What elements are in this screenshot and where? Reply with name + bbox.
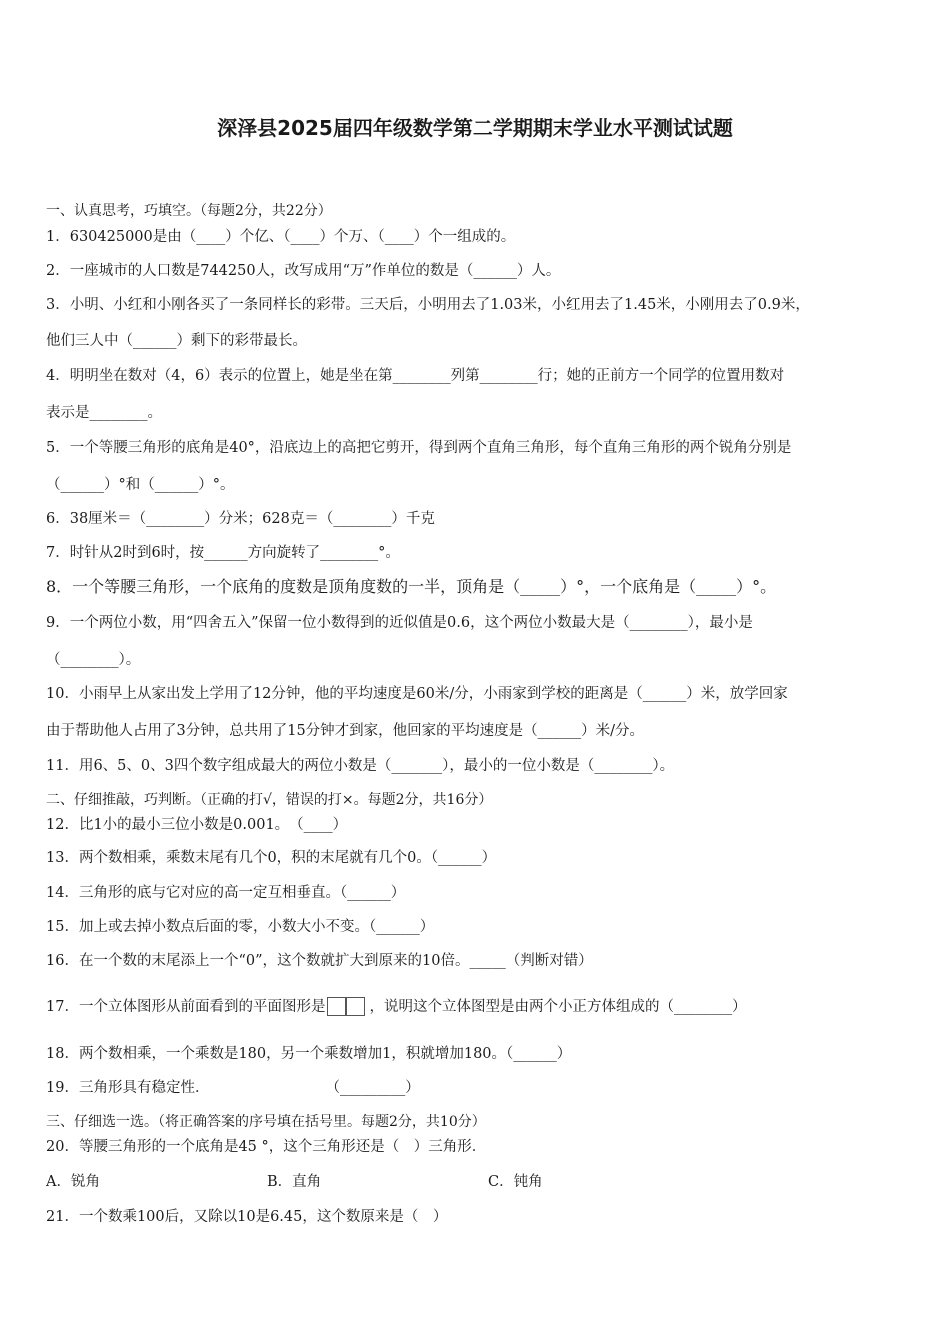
question-21: 21．一个数乘100后，又除以10是6.45，这个数原来是（ ） xyxy=(46,1209,448,1225)
question-15: 15．加上或去掉小数点后面的零，小数大小不变。（______） xyxy=(46,919,435,935)
question-8: 8．一个等腰三角形，一个底角的度数是顶角度数的一半，顶角是（_____）°，一个底角是（_____）°。 xyxy=(46,577,777,596)
question-14: 14．三角形的底与它对应的高一定互相垂直。（______） xyxy=(46,885,406,901)
question-12: 12．比1小的最小三位小数是0.001。 （____） xyxy=(46,817,348,833)
question-3-line-1: 3．小明、小红和小刚各买了一条同样长的彩带。三天后，小明用去了1.03米，小红用去了1.45米，小刚用去了0.9米， xyxy=(46,297,810,313)
question-18: 18．两个数相乘，一个乘数是180，另一个乘数增加1，积就增加180。（______） xyxy=(46,1046,572,1062)
question-10-line-1: 10．小雨早上从家出发上学用了12分钟，他的平均速度是60米/分，小雨家到学校的距离是（______）米，放学回家 xyxy=(46,686,788,702)
question-3-line-2: 他们三人中（______）剩下的彩带最长。 xyxy=(46,333,307,349)
q20-option-b: B．直角 xyxy=(267,1174,322,1190)
q20-option-a: A．锐角 xyxy=(46,1174,100,1190)
question-1: 1．630425000是由（____）个亿、（____）个万、（____）个一组成的。 xyxy=(46,229,516,245)
question-16: 16．在一个数的末尾添上一个“0”，这个数就扩大到原来的10倍。_____（判断对错） xyxy=(46,953,593,969)
question-9-line-1: 9．一个两位小数，用“四舍五入”保留一位小数得到的近似值是0.6，这个两位小数最大是（________），最小是 xyxy=(46,615,753,631)
question-20: 20．等腰三角形的一个底角是45 °，这个三角形还是（ ）三角形． xyxy=(46,1139,487,1155)
question-4-line-2: 表示是________。 xyxy=(46,405,162,421)
question-19: 19．三角形具有稳定性． （_________） xyxy=(46,1080,420,1096)
question-9-line-2: （________）。 xyxy=(46,652,141,668)
section-heading-3: 三、仔细选一选。（将正确答案的序号填在括号里。每题2分，共10分） xyxy=(46,1114,486,1130)
question-4-line-1: 4．明明坐在数对（4，6）表示的位置上，她是坐在第________列第________行；她的正前方一个同学的位置用数对 xyxy=(46,368,785,384)
q20-option-c: C．钝角 xyxy=(488,1174,543,1190)
question-2: 2．一座城市的人口数是744250人，改写成用“万”作单位的数是（______）人。 xyxy=(46,263,561,279)
page-title: 深泽县2025届四年级数学第二学期期末学业水平测试试题 xyxy=(217,116,733,140)
question-5-line-1: 5．一个等腰三角形的底角是40°，沿底边上的高把它剪开，得到两个直角三角形，每个直角三角形的两个锐角分别是 xyxy=(46,440,792,456)
question-10-line-2: 由于帮助他人占用了3分钟，总共用了15分钟才到家，他回家的平均速度是（______）米/分。 xyxy=(46,723,645,739)
question-17-suffix: ，说明这个立体图型是由两个小正方体组成的（________） xyxy=(369,999,747,1015)
question-11: 11．用6、5、0、3四个数字组成最大的两位小数是（_______），最小的一位小数是（________）。 xyxy=(46,758,675,774)
question-17 xyxy=(46,997,926,1017)
question-13: 13．两个数相乘，乘数末尾有几个0，积的末尾就有几个0。（______） xyxy=(46,850,497,866)
question-7: 7．时针从2时到6时，按______方向旋转了________°。 xyxy=(46,545,400,561)
section-heading-1: 一、认真思考，巧填空。（每题2分，共22分） xyxy=(46,203,332,219)
two-squares-figure xyxy=(327,997,367,1017)
question-5-line-2: （______）°和（______）°。 xyxy=(46,477,235,493)
question-17-prefix: 17．一个立体图形从前面看到的平面图形是 xyxy=(46,999,326,1015)
question-6: 6．38厘米＝（________）分米；628克＝（________）千克 xyxy=(46,511,435,527)
section-heading-2: 二、仔细推敲，巧判断。（正确的打√，错误的打×。每题2分，共16分） xyxy=(46,792,493,808)
